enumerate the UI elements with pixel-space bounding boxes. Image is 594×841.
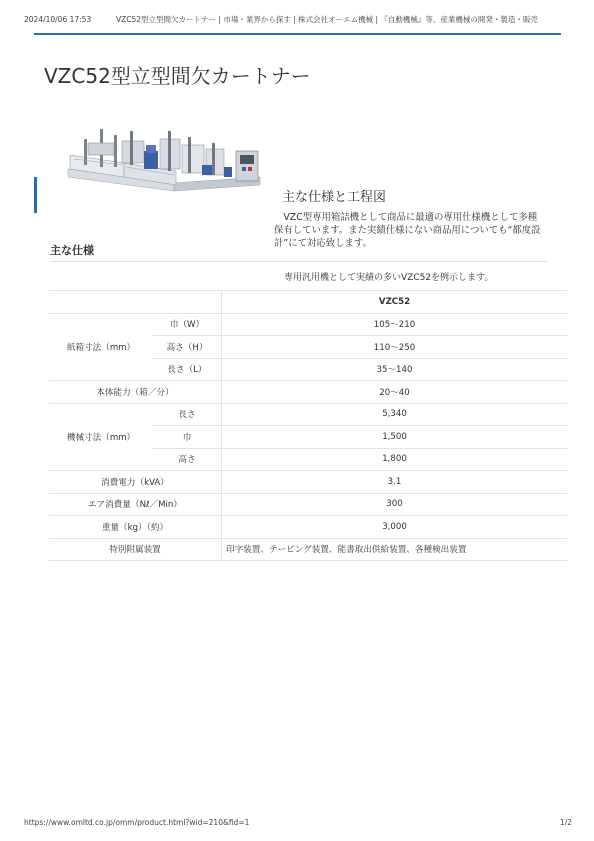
table-row (49, 313, 567, 336)
page-title: VZC52型立型間欠カートナー (44, 64, 311, 88)
carton-height-value: 110～250 (222, 336, 568, 359)
capacity-value: 20～40 (222, 381, 568, 404)
power-label: 消費電力（kVA） (49, 471, 222, 494)
table-row (49, 493, 567, 516)
section-description: VZC型専用箱詰機として商品に最適の専用仕様機として多種保有しています。また実績仕様にない商品用についても“都度設計”にて対応致します。 (274, 212, 541, 249)
machine-height-label: 高さ (153, 448, 222, 471)
table-row (49, 516, 567, 539)
air-label: エア消費量（Nℓ／Min） (49, 493, 222, 516)
print-footer-page: 1/2 (559, 818, 572, 827)
table-row (49, 291, 567, 314)
table-row (49, 381, 567, 404)
machine-size-label: 機械寸法（mm） (49, 403, 153, 471)
table-header-blank (49, 291, 222, 314)
print-header (24, 14, 572, 25)
carton-width-value: 105～210 (222, 313, 568, 336)
machine-width-label: 巾 (153, 426, 222, 449)
machine-length-label: 長さ (153, 403, 222, 426)
specs-note: 専用汎用機として実績の多いVZC52を例示します。 (284, 273, 494, 283)
table-row (49, 403, 567, 426)
print-timestamp: 2024/10/06 17:53 (24, 15, 92, 24)
accessories-value: 印字装置、テーピング装置、能書取出供給装置、各種検出装置 (222, 538, 568, 561)
model-header: VZC52 (222, 291, 568, 314)
carton-length-label: 長さ（L） (153, 358, 222, 381)
power-value: 3.1 (222, 471, 568, 494)
spec-table (49, 290, 567, 561)
header-divider (34, 33, 561, 35)
weight-label: 重量（kg）（約） (49, 516, 222, 539)
carton-height-label: 高さ（H） (153, 336, 222, 359)
carton-size-label: 紙箱寸法（mm） (49, 313, 153, 381)
carton-length-value: 35～140 (222, 358, 568, 381)
section-accent-bar (34, 177, 37, 213)
table-row (49, 538, 567, 561)
carton-width-label: 巾（W） (153, 313, 222, 336)
section-heading: 主な仕様と工程図 (282, 190, 387, 205)
specs-heading: 主な仕様 (50, 244, 94, 257)
machine-height-value: 1,800 (222, 448, 568, 471)
print-footer-url: https://www.omltd.co.jp/omm/product.html?wid=210&fid=1 (24, 818, 250, 827)
air-value: 300 (222, 493, 568, 516)
capacity-label: 本体能力（箱／分） (49, 381, 222, 404)
machine-image (64, 125, 264, 201)
machine-length-value: 5,340 (222, 403, 568, 426)
specs-divider (50, 261, 548, 262)
weight-value: 3,000 (222, 516, 568, 539)
machine-width-value: 1,500 (222, 426, 568, 449)
accessories-label: 特別附属装置 (49, 538, 222, 561)
table-row (49, 471, 567, 494)
print-page-title: VZC52型立型間欠カートナー | 市場・業界から探す | 株式会社オーエム機械 | 『自動機械』等、産業機械の開発・製造・販売 (116, 15, 538, 24)
